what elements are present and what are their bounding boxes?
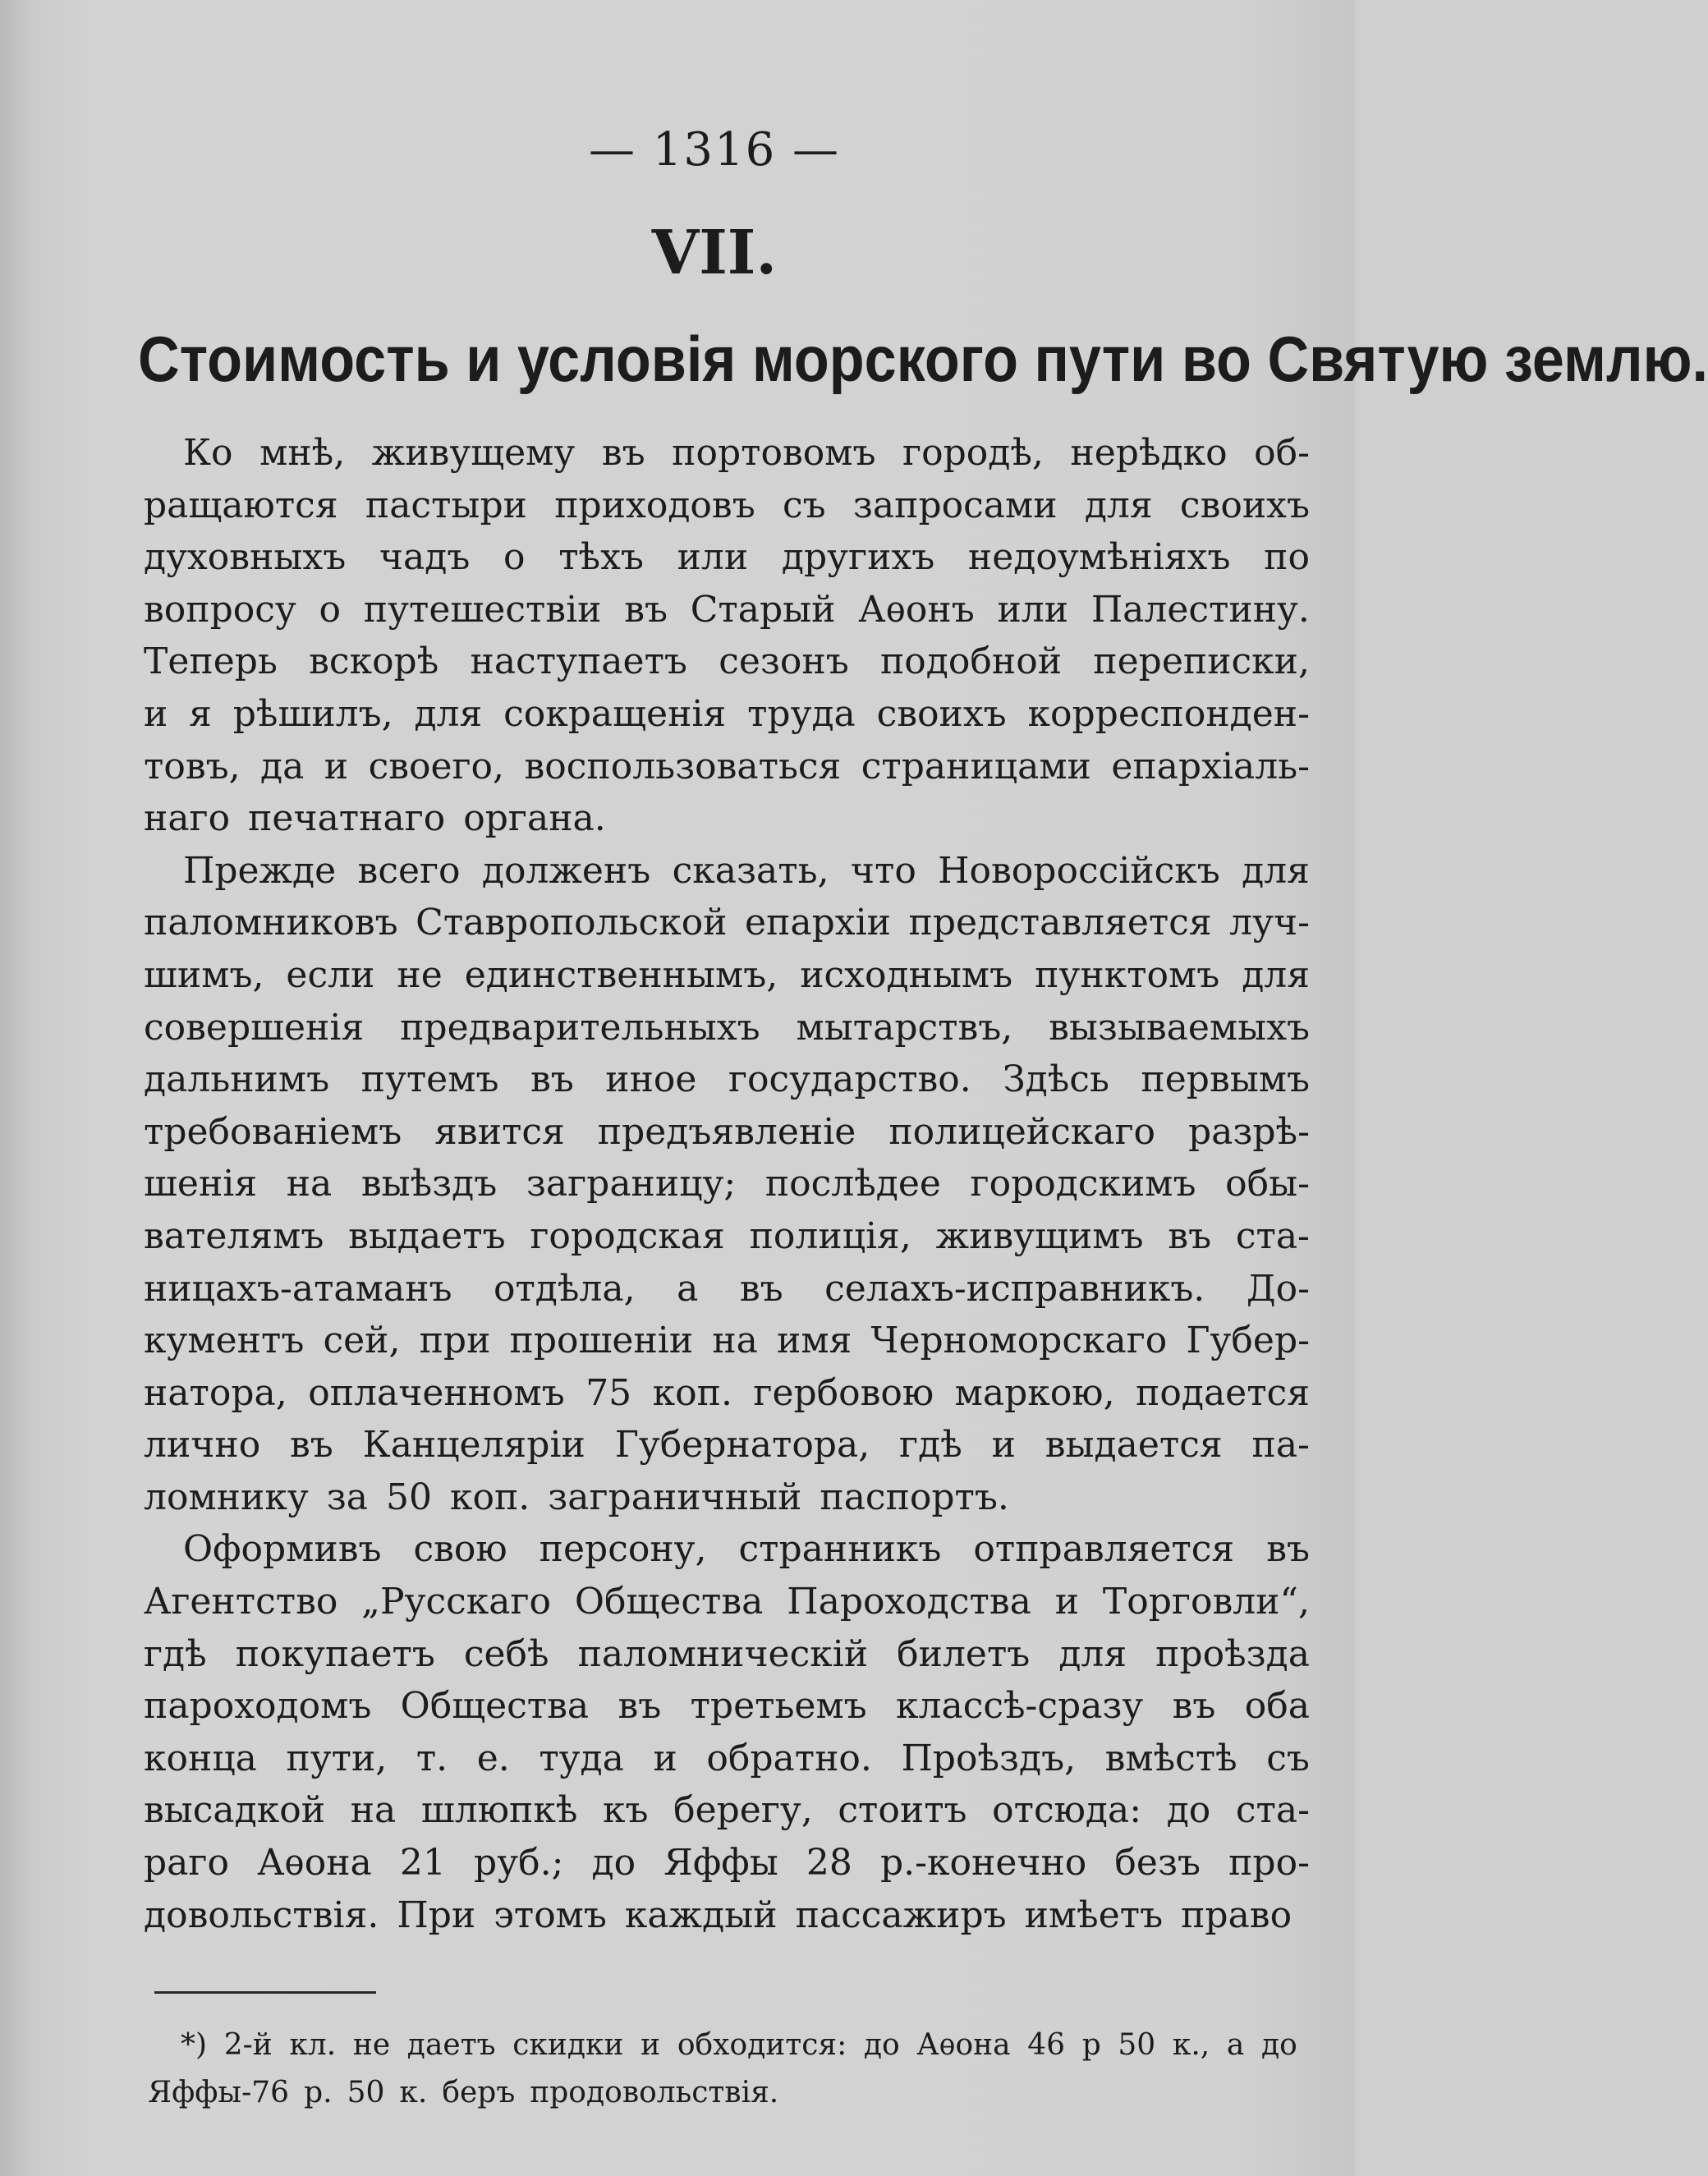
footnote xyxy=(148,2022,1297,2117)
page-number: — 1316 — xyxy=(588,123,841,177)
text-line: ницахъ-атаманъ отдѣла, а въ селахъ-исправникъ. До- xyxy=(144,1267,1310,1310)
text-line: вопросу о путешествіи въ Старый Аѳонъ или Палестину. xyxy=(144,588,1310,631)
footnote-line: *) 2-й кл. не даетъ скидки и обходится: до Аѳона 46 р 50 к., а до xyxy=(181,2028,1297,2062)
text-line: ломнику за 50 коп. заграничный паспортъ. xyxy=(144,1476,1009,1518)
text-line: совершенія предварительныхъ мытарствъ, вызываемыхъ xyxy=(144,1006,1310,1049)
text-line: дальнимъ путемъ въ иное государство. Здѣсь первымъ xyxy=(144,1058,1310,1101)
text-line: наго печатнаго органа. xyxy=(144,797,606,840)
text-line: Агентство „Русскаго Общества Пароходства и Торговли“, xyxy=(144,1581,1310,1623)
text-line: довольствія. При этомъ каждый пассажиръ имѣетъ право xyxy=(144,1894,1292,1936)
article-body xyxy=(144,427,1310,1941)
chapter-heading: VII. xyxy=(651,218,778,288)
article-title: Стоимость и условія морского пути во Святую землю. xyxy=(138,323,1708,395)
text-line: гдѣ покупаетъ себѣ паломническій билетъ для проѣзда xyxy=(144,1632,1310,1675)
footnote-rule xyxy=(154,1991,376,1994)
text-line: Оформивъ свою персону, странникъ отправляется въ xyxy=(183,1528,1310,1571)
text-line: требованіемъ явится предъявленіе полицейскаго разрѣ- xyxy=(144,1110,1310,1153)
footnote-line: Яффы-76 р. 50 к. беръ продовольствія. xyxy=(148,2076,779,2109)
text-line: кументъ сей, при прошеніи на имя Черноморскаго Губер- xyxy=(144,1320,1310,1362)
text-line: шимъ, если не единственнымъ, исходнымъ пунктомъ для xyxy=(144,953,1310,996)
text-line: Теперь вскорѣ наступаетъ сезонъ подобной переписки, xyxy=(144,640,1310,683)
text-line: вателямъ выдаетъ городская полиція, живущимъ въ ста- xyxy=(144,1214,1310,1257)
text-line: паломниковъ Ставропольской епархіи представляется луч- xyxy=(144,902,1310,944)
text-line: духовныхъ чадъ о тѣхъ или другихъ недоумѣніяхъ по xyxy=(144,536,1310,579)
text-line: Ко мнѣ, живущему въ портовомъ городѣ, нерѣдко об- xyxy=(183,432,1310,474)
text-line: и я рѣшилъ, для сокращенія труда своихъ корреспонден- xyxy=(144,692,1310,735)
text-line: конца пути, т. е. туда и обратно. Проѣздъ, вмѣстѣ съ xyxy=(144,1737,1310,1779)
text-line: пароходомъ Общества въ третьемъ классѣ-сразу въ оба xyxy=(144,1685,1310,1728)
text-line: Прежде всего долженъ сказать, что Новороссійскъ для xyxy=(183,849,1310,892)
text-line: товъ, да и своего, воспользоваться страницами епархіаль- xyxy=(144,745,1310,787)
text-line: ращаются пастыри приходовъ съ запросами для своихъ xyxy=(144,484,1310,526)
text-line: раго Аѳона 21 руб.; до Яффы 28 р.-конечно безъ про- xyxy=(144,1842,1310,1884)
text-line: натора, оплаченномъ 75 коп. гербовою маркою, подается xyxy=(144,1371,1310,1414)
text-line: лично въ Канцеляріи Губернатора, гдѣ и выдается па- xyxy=(144,1424,1310,1467)
text-line: шенія на выѣздъ заграницу; послѣдее городскимъ обы- xyxy=(144,1163,1310,1205)
text-line: высадкой на шлюпкѣ къ берегу, стоитъ отсюда: до ста- xyxy=(144,1789,1310,1832)
